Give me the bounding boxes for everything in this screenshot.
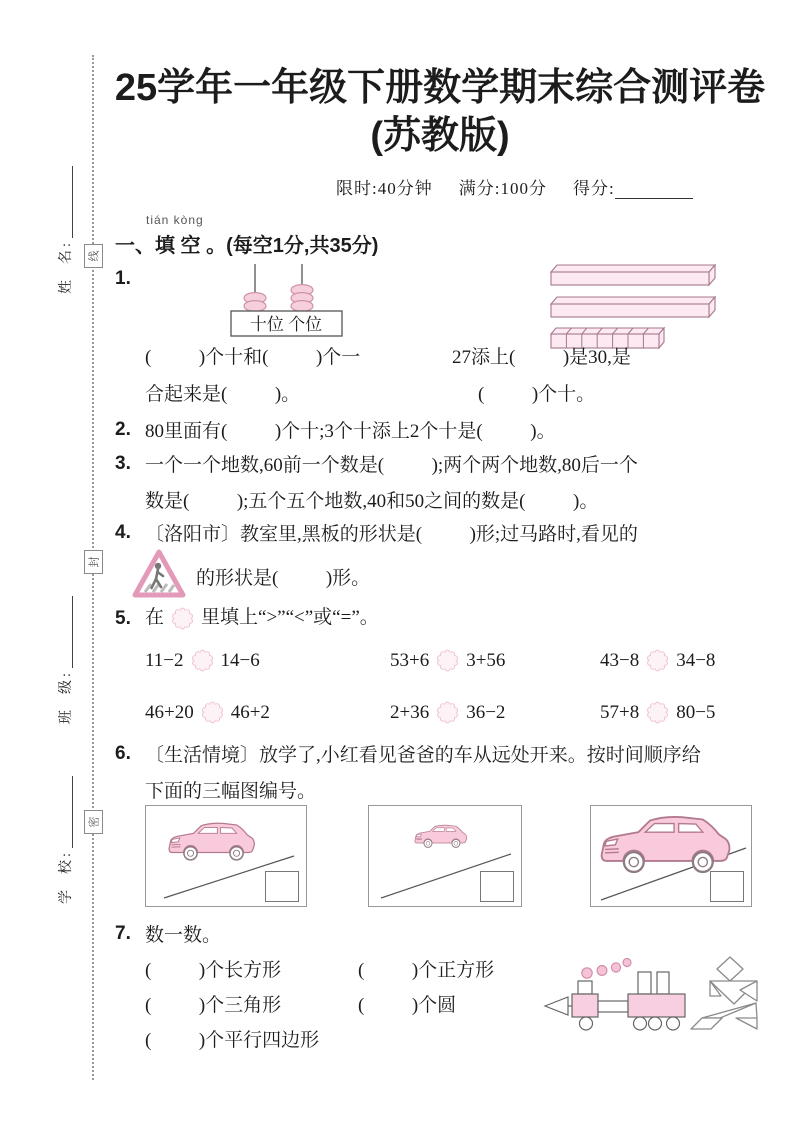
- score-blank-line: [615, 180, 693, 199]
- q3-text-line1: 一个一个地数,60前一个数是( );两个两个地数,80后一个: [145, 455, 638, 476]
- expr-right: 34−8: [676, 649, 716, 671]
- comparison-cell: [600, 649, 715, 672]
- q7-heading: 数一数。: [145, 925, 222, 946]
- q1-text-left-1: ( )个十和( )个一: [145, 347, 361, 368]
- flower-blank-icon: [201, 701, 224, 724]
- seal-char: 封: [88, 556, 101, 568]
- exam-title-line2: (苏教版): [370, 115, 510, 157]
- time-limit: 限时:40分钟: [336, 179, 433, 198]
- expr-right: 46+2: [230, 701, 270, 723]
- car-picture-panel-2: [368, 805, 522, 907]
- tangram-figure: [690, 948, 775, 1043]
- full-score: 满分:100分: [458, 179, 547, 198]
- expr-left: 11−2: [145, 649, 184, 671]
- comparison-cell: [600, 701, 715, 724]
- q3-text-line2: 数是( );五个五个地数,40和50之间的数是( )。: [145, 491, 599, 512]
- comparison-cell: [390, 649, 505, 672]
- expr-right: 36−2: [466, 701, 506, 723]
- q4-text-line1: 〔洛阳市〕教室里,黑板的形状是( )形;过马路时,看见的: [145, 524, 638, 545]
- flower-blank-icon: [646, 649, 669, 672]
- expr-left: 46+20: [145, 701, 194, 723]
- class-label: 班 级:: [59, 670, 74, 724]
- seal-char-box: [84, 810, 103, 834]
- q6-text-line2: 下面的三幅图编号。: [145, 781, 317, 802]
- exam-title-line1: 25学年一年级下册数学期末综合测评卷: [114, 67, 766, 109]
- expr-left: 43−8: [600, 649, 640, 671]
- flower-blank-icon: [191, 649, 214, 672]
- class-blank-line: [58, 596, 73, 668]
- seal-char-box: [84, 244, 103, 268]
- q5-prompt-after: 里填上“>”“<”或“=”。: [201, 607, 379, 628]
- q3-number: 3.: [115, 453, 131, 474]
- q7-blank-circle: ( )个圆: [358, 995, 457, 1016]
- q1-text-right-2: ( )个十。: [478, 384, 596, 405]
- name-blank-line: [58, 166, 73, 238]
- q7-blank-rectangle: ( )个长方形: [145, 960, 282, 981]
- seal-char-box: [84, 550, 103, 574]
- q2-text: 80里面有( )个十;3个十添上2个十是( )。: [145, 421, 556, 442]
- q5-prompt-before: 在: [145, 607, 165, 628]
- expr-right: 3+56: [466, 649, 506, 671]
- base-ten-blocks-figure: [547, 262, 723, 354]
- answer-box: [265, 871, 299, 902]
- school-label: 学 校:: [59, 850, 74, 904]
- section-one-heading: 一、填 空 。(每空1分,共35分): [115, 235, 379, 257]
- expr-left: 2+36: [390, 701, 430, 723]
- q5-prompt: [145, 605, 379, 631]
- car-picture-panel-1: [145, 805, 307, 907]
- school-blank-line: [58, 776, 73, 848]
- flower-blank-icon: [646, 701, 669, 724]
- answer-box: [480, 871, 514, 902]
- q7-blank-triangle: ( )个三角形: [145, 995, 282, 1016]
- q1-text-right-1: 27添上( )是30,是: [452, 347, 631, 368]
- shape-train-figure: [543, 945, 693, 1037]
- q4-number: 4.: [115, 522, 131, 543]
- flower-blank-icon: [436, 701, 459, 724]
- flower-blank-icon: [436, 649, 459, 672]
- q6-number: 6.: [115, 743, 131, 764]
- car-picture-panel-3: [590, 805, 752, 907]
- student-class-field: [54, 565, 76, 755]
- comparison-cell: [145, 701, 270, 724]
- seal-char: 线: [88, 250, 101, 262]
- q7-blank-square: ( )个正方形: [358, 960, 495, 981]
- q4-text-line2: 的形状是( )形。: [196, 568, 371, 589]
- score-header: [336, 174, 693, 199]
- q2-number: 2.: [115, 419, 131, 440]
- comparison-cell: [390, 701, 505, 724]
- comparison-cell: [145, 649, 260, 672]
- q7-number: 7.: [115, 923, 131, 944]
- pedestrian-crossing-sign-icon: [131, 548, 187, 601]
- abacus-figure: [222, 262, 350, 338]
- expr-left: 53+6: [390, 649, 430, 671]
- expr-left: 57+8: [600, 701, 640, 723]
- expr-right: 14−6: [220, 649, 260, 671]
- q5-number: 5.: [115, 608, 131, 629]
- student-name-field: [54, 135, 76, 325]
- score-label: 得分:: [572, 179, 615, 198]
- flower-blank-icon: [171, 607, 194, 630]
- expr-right: 80−5: [676, 701, 716, 723]
- name-label: 姓 名:: [59, 240, 74, 294]
- answer-box: [710, 871, 744, 902]
- q7-blank-parallelogram: ( )个平行四边形: [145, 1030, 320, 1051]
- abacus-place-labels: 十位 个位: [249, 315, 323, 334]
- pinyin-annotation: tián kòng: [146, 213, 204, 227]
- q1-text-left-2: 合起来是( )。: [145, 384, 301, 405]
- q6-text-line1: 〔生活情境〕放学了,小红看见爸爸的车从远处开来。按时间顺序给: [145, 745, 701, 766]
- q1-number: 1.: [115, 268, 131, 289]
- student-school-field: [54, 745, 76, 935]
- seal-char: 密: [88, 816, 101, 828]
